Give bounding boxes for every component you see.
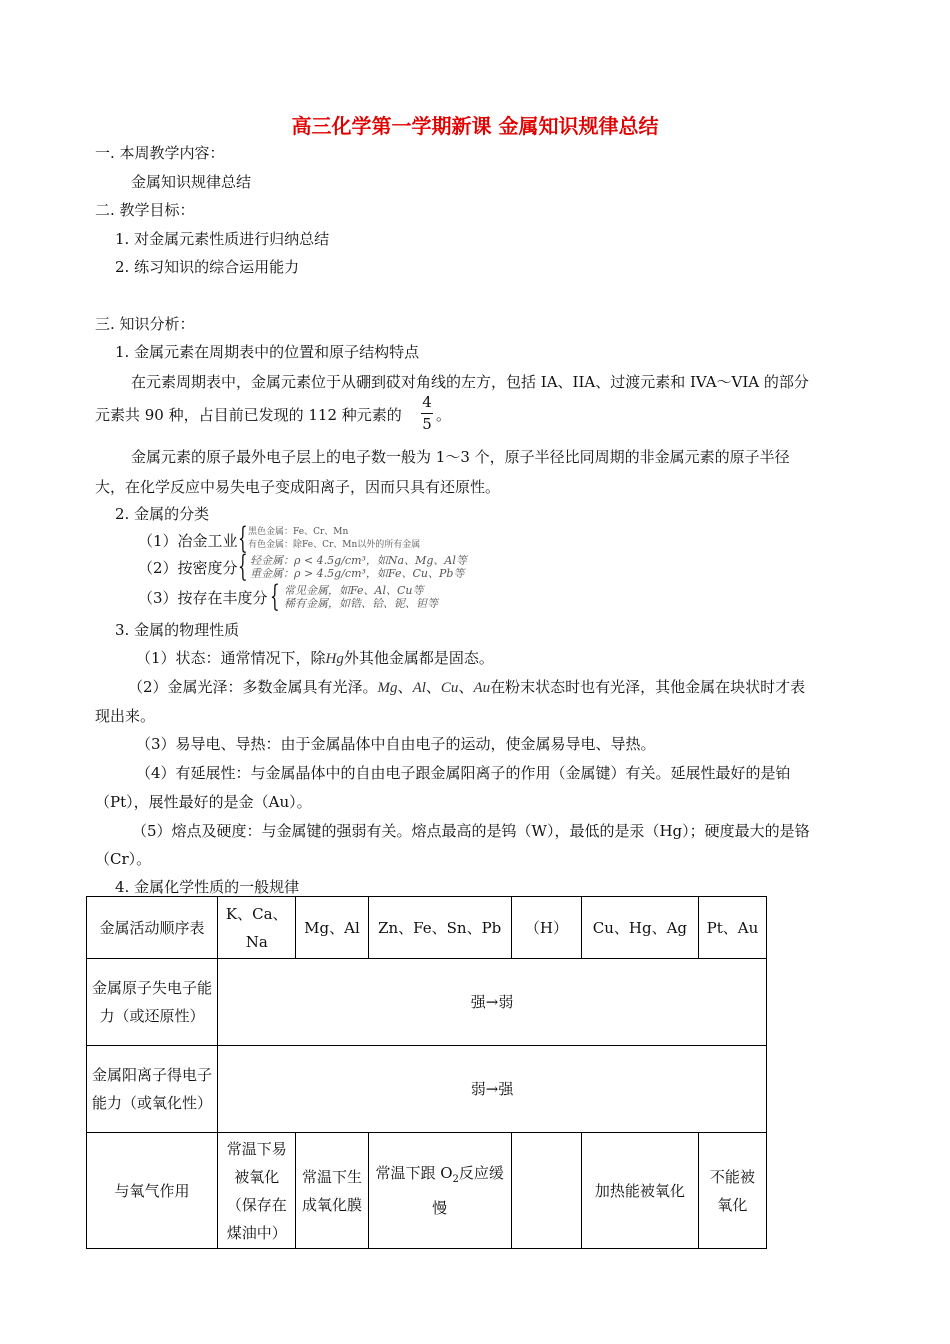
property-line: （4）有延展性：与金属晶体中的自由电子跟金属阳离子的作用（金属键）有关。延展性最好的是铂	[136, 764, 791, 782]
table-cell: Mg、Al	[296, 897, 368, 959]
classification-label: （2）按密度分	[138, 559, 238, 577]
subsection-title: 1. 金属元素在周期表中的位置和原子结构特点	[115, 343, 420, 361]
classification-item: 稀有金属，如锆、铪、铌、钽等	[284, 597, 438, 610]
section-1-heading: 一. 本周教学内容：	[95, 144, 225, 162]
paragraph-line: 金属元素的原子最外电子层上的电子数一般为 1～3 个，原子半径比同周期的非金属元素的原子半径	[131, 448, 790, 466]
table-cell: 加热能被氧化	[581, 1133, 698, 1249]
brace-icon: {	[270, 579, 280, 614]
property-line: （5）熔点及硬度：与金属键的强弱有关。熔点最高的是钨（W），最低的是汞（Hg）；硬度最大的是铬	[132, 822, 810, 840]
property-text: 在粉末状态时也有光泽，其他金属在块状时才表	[490, 678, 806, 696]
paragraph-line	[95, 405, 402, 425]
cell-text: 反应缓慢	[432, 1164, 504, 1217]
page-title: 高三化学第一学期新课 金属知识规律总结	[291, 114, 659, 138]
section-2-heading: 二. 教学目标：	[95, 201, 195, 219]
table-cell: Zn、Fe、Sn、Pb	[368, 897, 511, 959]
table-row	[87, 897, 767, 959]
paragraph-text: 。	[436, 406, 452, 424]
row-header: 金属阳离子得电子能力（或氧化性）	[87, 1046, 218, 1133]
metal-properties-table	[86, 896, 767, 1249]
brace-icon: {	[238, 521, 248, 556]
classification-item: 重金属：ρ > 4.5g/cm³，如Fe、Cu、Pb等	[250, 567, 465, 580]
subscript: 2	[452, 1174, 459, 1185]
fraction-denominator: 5	[422, 415, 432, 433]
paragraph-text: 元素共 90 种，占目前已发现的 112 种元素的	[95, 406, 402, 424]
subsection-title: 4. 金属化学性质的一般规律	[115, 878, 300, 896]
property-line: （3）易导电、导热：由于金属晶体中自由电子的运动，使金属易导电、导热。	[136, 735, 656, 753]
property-text: （1）状态：通常情况下，除	[136, 649, 326, 667]
classification-item: 黑色金属：Fe、Cr、Mn	[248, 527, 349, 537]
row-header: 金属活动顺序表	[87, 897, 218, 959]
table-cell: 常温下易被氧化（保存在煤油中）	[218, 1133, 296, 1249]
table-cell: 强→弱	[218, 959, 767, 1046]
table-cell: Cu、Hg、Ag	[581, 897, 698, 959]
classification-label: （3）按存在丰度分	[138, 589, 268, 607]
table-row	[87, 959, 767, 1046]
objective-item: 2. 练习知识的综合运用能力	[115, 258, 300, 276]
table-cell: （H）	[511, 897, 581, 959]
table-cell: 弱→强	[218, 1046, 767, 1133]
subsection-title: 3. 金属的物理性质	[115, 621, 240, 639]
table-row	[87, 1133, 767, 1249]
section-3-heading: 三. 知识分析：	[95, 315, 195, 333]
subsection-title: 2. 金属的分类	[115, 505, 210, 523]
table-cell	[368, 1133, 511, 1249]
property-line: （2）金属光泽：多数金属具有光泽。Mg、Al、Cu、Au在粉末状态时也有光泽，其他金属在块状时才表	[128, 678, 806, 696]
element-symbol: Cu	[440, 680, 459, 696]
property-text: （2）金属光泽：多数金属具有光泽。	[128, 678, 378, 696]
paragraph-line: 大，在化学反应中易失电子变成阳离子，因而只具有还原性。	[95, 478, 501, 496]
fraction-bar	[421, 413, 433, 414]
table-cell: 不能被氧化	[698, 1133, 766, 1249]
element-symbol: Hg	[325, 651, 344, 667]
property-text: 外其他金属都是固态。	[343, 649, 494, 667]
element-symbol: Al	[412, 680, 426, 696]
table-cell: Pt、Au	[698, 897, 766, 959]
fraction-numerator: 4	[422, 393, 432, 411]
paragraph-line: 在元素周期表中，金属元素位于从硼到砹对角线的左方，包括 IA、IIA、过渡元素和 IVA～VIA 的部分	[131, 373, 809, 391]
property-line: （Pt），展性最好的是金（Au）。	[95, 793, 312, 811]
table-cell: 常温下生成氧化膜	[296, 1133, 368, 1249]
table-row	[87, 1046, 767, 1133]
classification-label: （1）冶金工业	[138, 532, 238, 550]
row-header: 金属原子失电子能力（或还原性）	[87, 959, 218, 1046]
brace-icon: {	[238, 549, 248, 584]
cell-text: 常温下跟 O	[375, 1164, 453, 1182]
property-line: 现出来。	[95, 707, 156, 725]
classification-item: 轻金属：ρ < 4.5g/cm³，如Na、Mg、Al等	[250, 554, 467, 567]
element-symbol: Au	[473, 680, 491, 696]
classification-item: 有色金属：除Fe、Cr、Mn以外的所有金属	[248, 540, 421, 550]
objective-item: 1. 对金属元素性质进行归纳总结	[115, 230, 330, 248]
table-cell	[511, 1133, 581, 1249]
table-cell: K、Ca、Na	[218, 897, 296, 959]
section-1-content: 金属知识规律总结	[131, 173, 252, 191]
property-line: （Cr）。	[95, 850, 152, 868]
row-header: 与氧气作用	[87, 1133, 218, 1249]
classification-item: 常见金属，如Fe、Al、Cu等	[284, 584, 424, 597]
element-symbol: Mg	[377, 680, 398, 696]
property-line	[136, 648, 494, 669]
